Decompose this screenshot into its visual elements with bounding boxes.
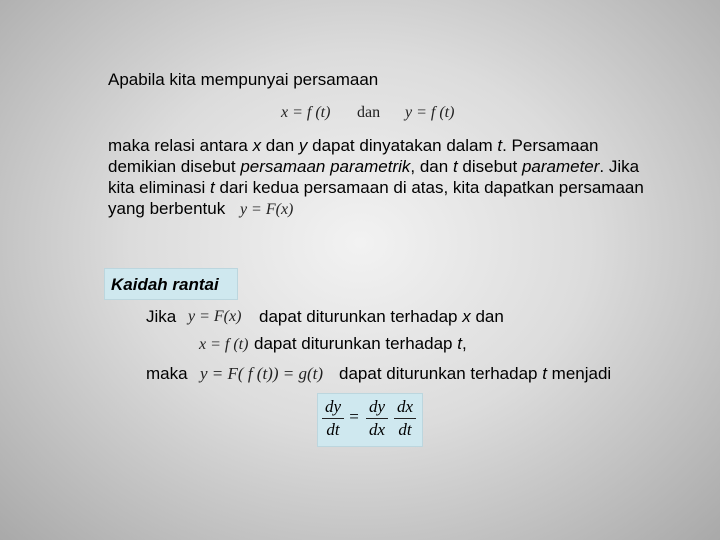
fraction-dy-dt [322,397,344,440]
line-text: dapat diturunkan terhadap [339,364,543,383]
fraction-bar [366,418,388,419]
equation-y-ft: y = f (t) [405,104,455,121]
equation-x-ft-2: x = f (t) [199,336,249,353]
maka-line-text [339,364,611,384]
denominator: dx [368,420,386,439]
para-text: . Jika kita eliminasi [108,157,640,197]
jika-line2-text [254,334,467,354]
var-t: t [542,364,547,383]
var-t: t [452,157,458,176]
para-text: dari kedua persamaan di atas, kita dapatkan persamaan yang berbentuk [108,178,644,218]
explanation-paragraph [108,135,668,220]
line-text: menjadi [546,364,612,383]
fraction-bar [322,418,344,419]
fraction-dx-dt [394,397,416,440]
numerator: dy [368,397,386,416]
fraction-bar [394,418,416,419]
var-x: x [252,136,262,155]
equation-y-Fx-2: y = F(x) [188,308,242,325]
para-text: dapat dinyatakan dalam [307,136,498,155]
fraction-dy-dx [366,397,388,440]
intro-text: Apabila kita mempunyai persamaan [108,70,379,89]
line-text: dapat diturunkan terhadap [254,334,458,353]
equation-y-Fx: y = F(x) [239,201,294,218]
numerator: dy [324,397,342,416]
line-text: , [461,334,467,353]
equation-conjunction: dan [357,104,381,121]
chain-rule-formula-box [317,393,423,447]
maka-label: maka [146,364,188,383]
para-text: disebut [457,157,522,176]
var-x: x [462,307,471,326]
term-parameter: parameter [521,157,600,176]
term-persamaan-parametrik: persamaan parametrik [240,157,411,176]
var-t: t [497,136,503,155]
var-y: y [298,136,308,155]
line-text: dan [470,307,504,326]
var-t: t [210,178,215,197]
kaidah-rantai-heading: Kaidah rantai [104,268,238,300]
equals-sign: = [349,407,359,426]
line-text: dapat diturunkan terhadap [259,307,463,326]
equation-x-ft: x = f (t) [281,104,331,121]
numerator: dx [396,397,414,416]
para-text: , dan [410,157,453,176]
para-text: maka relasi antara [108,136,253,155]
jika-label: Jika [146,307,177,326]
denominator: dt [326,420,340,439]
para-text: dan [261,136,299,155]
equation-composition: y = F( f (t)) = g(t) [200,364,324,383]
jika-line1-text [259,307,504,327]
denominator: dt [398,420,412,439]
para-text: . Persamaan demikian disebut [108,136,599,176]
var-t: t [457,334,462,353]
